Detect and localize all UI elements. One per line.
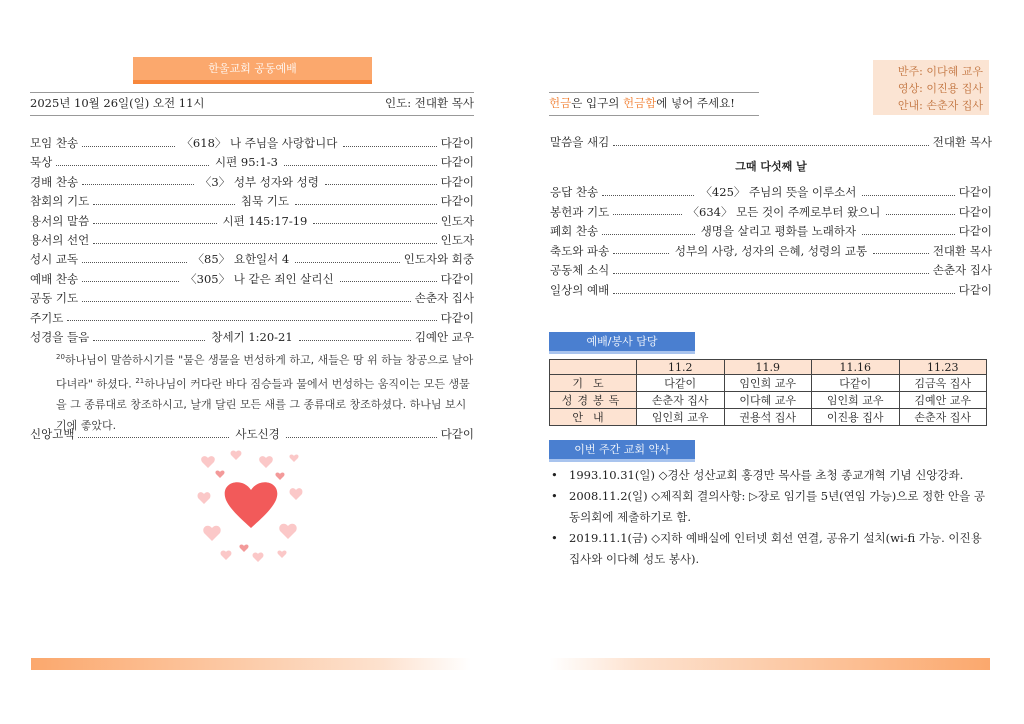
history-list: [549, 465, 995, 570]
order-item-person: 김예안 교우: [414, 330, 475, 344]
verse-number: 21: [135, 377, 145, 386]
order-item-name: 모임 찬송: [30, 136, 79, 150]
duty-cell: 다같이: [637, 375, 725, 392]
order-item-name: 성경을 들음: [30, 330, 90, 344]
history-text: 2019.11.1(금) ◇지하 예배실에 인터넷 회선 연결, 공유기 설치(wi-fi 가능. 이진용 집사와 이다혜 성도 봉사).: [569, 531, 982, 566]
footer-bar-right: [550, 658, 990, 670]
duty-cell: 손춘자 집사: [637, 392, 725, 409]
order-item: [30, 231, 474, 249]
offering-text: 은 입구의: [571, 96, 623, 110]
order-item-person: 전대환 목사: [932, 243, 993, 258]
order-item-name: 참회의 기도: [30, 194, 90, 209]
leader-dots: [340, 281, 437, 282]
history-item: • 2019.11.1(금) ◇지하 예배실에 인터넷 회선 연결, 공유기 설치(wi-fi 가능. 이진용 집사와 이다혜 성도 봉사).: [551, 531, 982, 566]
order-item-detail: 사도신경: [235, 427, 280, 441]
order-item: [30, 192, 474, 210]
leader-dots: [613, 214, 681, 215]
order-item: [550, 203, 992, 221]
order-item-detail: 〈634〉 모든 것이 주께로부터 왔으니: [687, 204, 881, 219]
order-item-name: 폐회 찬송: [550, 224, 599, 239]
order-item-person: 다같이: [440, 136, 475, 150]
bulletin-title: [133, 57, 372, 80]
order-item-name: 공동 기도: [30, 291, 79, 306]
order-item-detail: 생명을 살리고 평화를 노래하자: [700, 224, 857, 239]
order-item-name: 공동체 소식: [550, 263, 610, 278]
leader-dots: [82, 146, 175, 147]
service-leader: 인도: 전대환 목사: [385, 96, 474, 110]
order-item-detail: 침묵 기도: [240, 194, 289, 209]
service-roles-box: [873, 60, 989, 115]
offering-highlight: 헌금: [549, 96, 572, 110]
order-item-person: 다같이: [958, 204, 993, 219]
order-item-detail: 시편 145:17-19: [222, 213, 308, 228]
duty-date: 11.23: [899, 360, 987, 375]
leader-dots: [299, 340, 411, 341]
order-item-name: 성시 교독: [30, 252, 79, 267]
leader-dots: [295, 262, 399, 263]
duty-row-label: 안내: [550, 409, 637, 426]
duty-row-prayer: [550, 375, 987, 392]
duty-header-row: [550, 360, 987, 375]
order-item-name: 묵상: [30, 155, 53, 170]
duty-cell: 임인희 교우: [812, 392, 900, 409]
order-item-person: 다같이: [440, 427, 475, 441]
duty-cell: 이진용 집사: [812, 409, 900, 426]
duty-table: [549, 359, 987, 426]
order-item-person: 다같이: [958, 283, 992, 297]
leader-dots: [93, 340, 205, 341]
order-item-name: 축도와 파송: [550, 243, 610, 258]
offering-text: 에 넣어 주세요!: [656, 96, 735, 110]
order-item-detail: 창세기 1:20-21: [211, 330, 293, 344]
order-item-detail: 〈618〉 나 주님을 사랑합니다: [181, 136, 338, 150]
leader-dots: [93, 243, 436, 244]
order-item: [550, 222, 992, 240]
order-item: [30, 153, 474, 171]
order-item-name: 용서의 말씀: [30, 213, 90, 228]
order-item-person: 다같이: [440, 155, 475, 170]
duty-cell: 손춘자 집사: [899, 409, 987, 426]
order-item-person: 다같이: [440, 194, 474, 209]
order-item-sermon: [550, 133, 992, 151]
title-underline: [133, 80, 372, 84]
leader-dots: [613, 145, 929, 146]
leader-dots: [313, 223, 436, 224]
leader-dots: [82, 184, 194, 185]
duty-cell: 이다혜 교우: [724, 392, 812, 409]
leader-dots: [343, 146, 436, 147]
order-item-detail: 〈85〉 요한일서 4: [192, 252, 290, 267]
order-item-person: 다같이: [440, 174, 474, 189]
order-item: [30, 173, 474, 191]
history-text: 1993.10.31(일) ◇경산 성산교회 홍경만 목사를 초청 종교개혁 기념 신앙강좌.: [569, 468, 964, 482]
order-item-name: 응답 찬송: [550, 185, 599, 199]
order-item: [30, 250, 474, 268]
order-item-person: 다같이: [440, 271, 474, 286]
leader-dots: [82, 262, 186, 263]
leader-dots: [67, 320, 436, 321]
order-item: [550, 242, 992, 260]
duty-row-label: 기도: [550, 375, 637, 392]
order-item: [30, 212, 474, 230]
leader-dots: [78, 437, 229, 438]
order-item-person: 다같이: [958, 224, 992, 239]
order-item: [30, 270, 474, 288]
history-section-title: 이번 주간 교회 약사: [549, 440, 695, 459]
duty-header-blank: [550, 360, 637, 375]
history-item: • 1993.10.31(일) ◇경산 성산교회 홍경만 목사를 초청 종교개혁 기념 신앙강좌.: [551, 468, 964, 482]
order-item-detail: 〈425〉 주님의 뜻을 이루소서: [700, 185, 857, 199]
verse-number: 20: [56, 353, 65, 361]
leader-dots: [602, 195, 694, 196]
duty-cell: 김예안 교우: [899, 392, 987, 409]
hearts-illustration: [196, 448, 306, 566]
duty-cell: 임인희 교우: [637, 409, 725, 426]
leader-dots: [602, 234, 695, 235]
order-item-detail: 〈3〉 성부 성자와 성령: [199, 174, 319, 189]
order-item: [30, 289, 474, 307]
order-item-name: 봉헌과 기도: [550, 204, 610, 219]
order-item-person: 전대환 목사: [932, 135, 992, 149]
order-item-person: 손춘자 집사: [414, 291, 474, 306]
leader-dots: [613, 253, 669, 254]
leader-dots: [295, 204, 437, 205]
role-video: 영상: 이진용 집사: [897, 82, 983, 95]
order-item: [550, 281, 992, 299]
order-item: [30, 328, 474, 346]
order-item-person: 손춘자 집사: [932, 263, 992, 278]
order-item-person: 인도자: [440, 233, 474, 247]
service-meta: [30, 92, 474, 116]
duty-row-usher: [550, 409, 987, 426]
verse-text: 하나님이 커다란 바다 짐승들과 물에서 번성하는 움직이는 모든 생물을 그 종류대로 창조하시고, 날개 달린 모든 새를 그 종류대로 창조하셨다. 하나님 보시기에 좋았다.: [56, 377, 470, 432]
duty-cell: 다같이: [812, 375, 900, 392]
order-item-detail: 시편 95:1-3: [215, 155, 278, 170]
sermon-title: 그때 다섯째 날: [735, 160, 807, 173]
leader-dots: [613, 293, 954, 294]
order-item-person: 인도자와 회중: [403, 252, 475, 267]
leader-dots: [862, 234, 955, 235]
order-item-name: 말씀을 새김: [550, 135, 610, 149]
duty-row-label: 성경봉독: [550, 392, 637, 409]
leader-dots: [862, 195, 954, 196]
order-item-name: 예배 찬송: [30, 271, 79, 286]
order-item-name: 신앙고백: [30, 427, 75, 441]
duty-date: 11.9: [724, 360, 812, 375]
order-item: [550, 261, 992, 279]
leader-dots: [82, 281, 179, 282]
duty-section-title: 예배/봉사 담당: [549, 332, 695, 351]
footer-bar-left: [31, 658, 471, 670]
history-item: • 2008.11.2(일) ◇제직회 결의사항: ▷장로 임기를 5년(연임 가능)으로 정한 안을 공동의회에 제출하기로 함.: [551, 489, 985, 524]
order-item: [30, 134, 474, 152]
order-item-name: 일상의 예배: [550, 283, 610, 297]
order-item-name: 용서의 선언: [30, 233, 90, 247]
service-date: 2025년 10월 26일(일) 오전 11시: [30, 96, 205, 110]
order-item-person: 다같이: [440, 310, 474, 325]
duty-cell: 임인희 교우: [724, 375, 812, 392]
leader-dots: [613, 273, 929, 274]
order-item-person: 다같이: [958, 185, 993, 199]
bulletin-title-text: 한울교회 공동예배: [208, 62, 297, 75]
order-item-creed: [30, 425, 474, 443]
duty-date: 11.2: [637, 360, 725, 375]
order-item-name: 주기도: [30, 310, 64, 325]
role-usher: 안내: 손춘자 집사: [897, 99, 983, 112]
duty-cell: 김금옥 집사: [899, 375, 987, 392]
duty-row-reading: [550, 392, 987, 409]
leader-dots: [82, 301, 411, 302]
role-accompanist: 반주: 이다혜 교우: [897, 65, 983, 78]
verse-text: 하나님이 말씀하시기를 "물은 생물을 번성하게 하고, 새들은 땅 위 하늘 창공으로 날아다녀라" 하셨다.: [56, 353, 474, 391]
duty-date: 11.16: [812, 360, 900, 375]
duty-cell: 권용석 집사: [724, 409, 812, 426]
leader-dots: [284, 165, 437, 166]
order-item: [30, 309, 474, 327]
leader-dots: [886, 214, 954, 215]
leader-dots: [873, 253, 929, 254]
leader-dots: [286, 437, 437, 438]
leader-dots: [93, 223, 216, 224]
order-item: [550, 183, 992, 201]
leader-dots: [93, 204, 235, 205]
offering-note: [549, 92, 759, 116]
scripture-passage: [56, 347, 474, 436]
offering-highlight: 헌금함: [622, 96, 657, 110]
leader-dots: [56, 165, 209, 166]
order-item-name: 경배 찬송: [30, 174, 79, 189]
history-text: 2008.11.2(일) ◇제직회 결의사항: ▷장로 임기를 5년(연임 가능)으로 정한 안을 공동의회에 제출하기로 함.: [569, 489, 985, 524]
order-item-person: 인도자: [440, 213, 475, 228]
order-item-detail: 〈305〉 나 같은 죄인 살리신: [185, 271, 334, 286]
leader-dots: [325, 184, 437, 185]
order-item-detail: 성부의 사랑, 성자의 은혜, 성령의 교통: [674, 243, 868, 258]
